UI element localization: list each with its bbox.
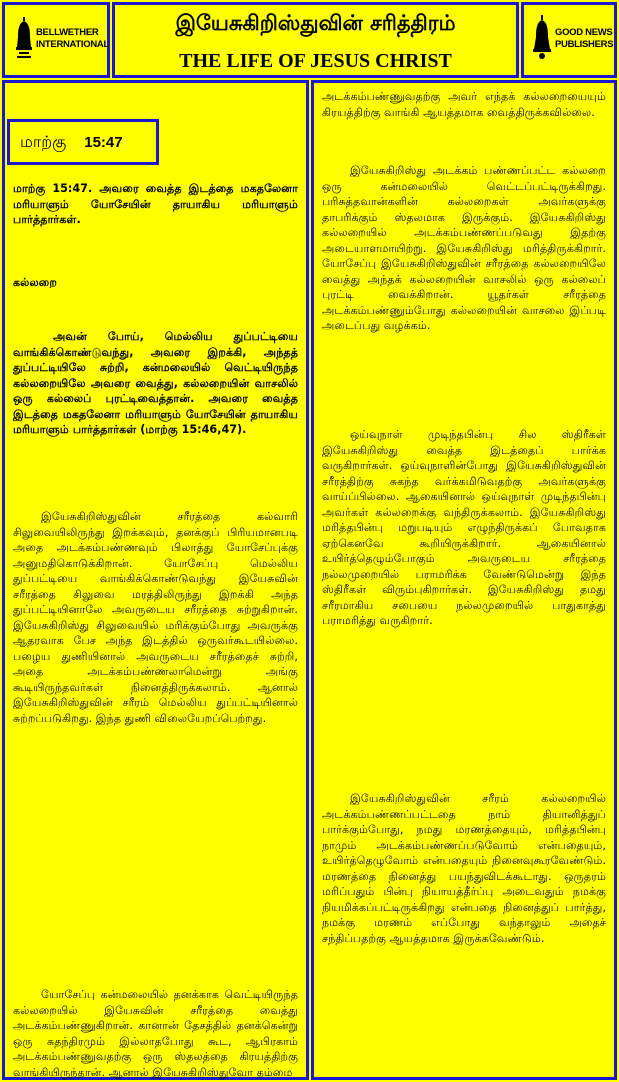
left-paragraph-2-text: யோசேப்பு கன்மலையில் தனக்காக வெட்டியிருந்த கல்லறையில் இயேசுவின் சரீரத்தை வைத்து அடக்கம்பண்ணுகிறான். கானான் தேசத்தில் தனக்கென்று ஒரு சுதந்திரமும் இல்லாதபோது கூட, ஆபிரகாம் அடக்கம்பண்ணுவதற்கு ஒரு ஸ்தலத்தை கிரயத்திற்கு வாங்கியிருந்தான். ஆனால் இயேசுகிறிஸ்துவோ தம்மை [13, 988, 298, 1079]
page-title-tamil: இயேசுகிறிஸ்துவின் சரித்திரம் [175, 11, 456, 35]
bell-icon [532, 15, 552, 63]
passage-text [13, 329, 298, 438]
reference-box [7, 119, 159, 165]
right-paragraph-1-text: அடக்கம்பண்ணுவதற்கு அவர் எந்தக் கல்லறையையும் கிரயத்திற்கு வாங்கி ஆயத்தமாக வைத்திருக்கவில்லை. [322, 90, 606, 119]
bellwether-logo [15, 17, 109, 61]
section-heading [13, 275, 298, 291]
bellwether-logo-line2: INTERNATIONAL [36, 39, 109, 50]
reference-number: 15:47 [84, 133, 123, 151]
bellwether-logo-line1: BELLWETHER [36, 27, 99, 38]
left-paragraph-2 [13, 987, 298, 1080]
left-paragraph-1 [13, 509, 298, 726]
passage-paragraph: அவன் போய், மெல்லிய துப்பட்டியை வாங்கிக்கொண்டுவந்து, அவரை இறக்கி, அந்தத் துப்பட்டியிலே சுற்றி, கன்மலையில் வெட்டியிருந்த கல்லறையிலே அவரை வைத்து, கல்லறையின் வாசலில் ஒரு கல்லைப் புரட்டிவைத்தான். அவரை வைத்த இடத்தை மகதலேனா மரியாளும் யோசேயின் தாயாகிய மரியாளும் பார்த்தார்கள் (மாற்கு 15:46,47). [13, 330, 298, 436]
bellwether-logo-box [2, 2, 110, 78]
publisher-logo-box [521, 2, 617, 78]
title-box [112, 2, 519, 78]
right-paragraph-1 [322, 89, 606, 120]
publisher-logo-line1: GOOD NEWS [555, 27, 613, 38]
publisher-logo [532, 15, 613, 63]
bellwether-icon [15, 17, 33, 61]
page-title-english: THE LIFE OF JESUS CHRIST [179, 50, 452, 72]
reference-book: மாற்கு [20, 131, 67, 151]
right-paragraph-2 [322, 163, 606, 334]
right-paragraph-4 [322, 791, 606, 946]
right-column [311, 80, 617, 1080]
right-paragraph-3 [322, 427, 606, 629]
publisher-logo-line2: PUBLISHERS [555, 39, 614, 50]
section-heading-text: கல்லறை [13, 276, 57, 289]
right-paragraph-3-text: ஒய்வுநாள் முடிந்தபின்பு சில ஸ்திரீகள் இயேசுகிறிஸ்து வைத்த இடத்தைப் பார்க்க வருகிறார்கள். ஒய்வுநாளின்போது இயேசுகிறிஸ்துவின் சரீரத்திற்கு சுகந்த வர்க்கமிடுவதற்கு அவர்களுக்கு வாய்ப்பில்லை. ஆகையினால் ஒய்வுநாள் முடிந்தபின்பு அவர்கள் கல்லறைக்கு வந்திருக்கலாம். இயேசுகிறிஸ்து மரித்தபின்பு மறுபடியும் எழுந்திருக்கப் போவதாக ஏற்கெனவே கூறியிருக்கிறார். ஆகையினால் உயிர்த்தெழும்போகும் அவருடைய சரீரத்தை நல்லமுறையில் பராமரிக்க வேண்டுமென்று இந்த ஸ்திரீகள் விரும்புகிறார்கள். இயேசுகிறிஸ்து தமது சரீரமாகிய சபையை நல்லமுறையில் பாதுகாத்து பராமரித்து வருகிறார். [322, 428, 606, 627]
verse-text [13, 181, 298, 228]
right-paragraph-2-text: இயேசுகிறிஸ்து அடக்கம் பண்ணப்பட்ட கல்லறை ஒரு கன்மலையில் வெட்டப்பட்டிருக்கிறது. பரிசுத்தவான்களின் கல்லறைகள் அவர்களுக்கு தாபரிக்கும் ஸ்தலமாக இருக்கும். இயேசுகிறிஸ்து கல்லறையில் அடக்கம்பண்ணப்படுவது இதற்கு அடையாளமாயிற்று. இயேசுகிறிஸ்து மரித்திருக்கிறார். யோசேப்பு இயேசுகிறிஸ்துவின் சரீரத்தை கல்லறையிலே வைத்து அந்தக் கல்லறையின் வாசலில் ஒரு கல்லைப் புரட்டி வைக்கிறான். யூதர்கள் சரீரத்தை அடக்கம்பண்ணும்போது கல்லறையின் வாசலை இப்படி அடைப்பது வழக்கம். [322, 164, 606, 332]
verse-paragraph: மாற்கு 15:47. அவரை வைத்த இடத்தை மகதலேனா மரியாளும் யோசேயின் தாயாகிய மரியாளும் பார்த்தார்கள். [13, 182, 298, 226]
left-column [2, 80, 309, 1080]
left-paragraph-1-text: இயேசுகிறிஸ்துவின் சரீரத்தை கல்வாரி சிலுவையிலிருந்து இறக்கவும், தனக்குப் பிரியமானபடி அதை அடக்கம்பண்ணவும் பிலாத்து யோசேப்புக்கு அனுமதிகொடுக்கிறான். யோசேப்பு மெல்லிய துப்பட்டியை வாங்கிக்கொண்டுவந்து இயேசுவின் சரீரத்தை சிலுவை மரத்திலிருந்து இறக்கி அந்த துப்பட்டியினாலே அவருடைய சரீரத்தை சுற்றுகிறான். இயேசுகிறிஸ்து சிலுவையில் மரிக்கும்போது அவருக்கு ஆதரவாக பேச அந்த இடத்தில் ஒருவர்கூடயில்லை. பழைய துணியினால் அவருடைய சரீரத்தைச் சுற்றி, அதை அடக்கம்பண்ணலாமென்று அங்கு கூடியிருந்தவர்கள் நினைத்திருக்கலாம். ஆனால் இயேசுகிறிஸ்துவின் சரீரம் மெல்லிய துப்பட்டியினால் சுற்றப்படுகிறது. இந்த துணி விலையேறப்பெற்றது. [13, 510, 298, 725]
right-paragraph-4-text: இயேசுகிறிஸ்துவின் சரீரம் கல்லறையில் அடக்கம்பண்ணப்பட்டதை நாம் தியானித்துப் பார்க்கும்போது, நமது மரணத்தையும், மரித்தபின்பு நாமும் அடக்கம்பண்ணப்படுவோம் என்பதையும், உயிர்த்தெழுவோம் என்பதையும் நினைவுகூரவேண்டும். மரணத்தை நினைத்து பயந்துவிடக்கூடாது. ஒருதரம் மரிப்பதும் பின்பு நியாயத்தீர்ப்பு அடைவதும் நமக்கு நியமிக்கப்பட்டிருக்கிறது என்பதை நினைத்துப் பார்த்து, நமக்கு மரணம் எப்போது வந்தாலும் அதைச் சந்திப்பதற்கு ஆயத்தமாக இருக்கவேண்டும். [322, 792, 606, 945]
